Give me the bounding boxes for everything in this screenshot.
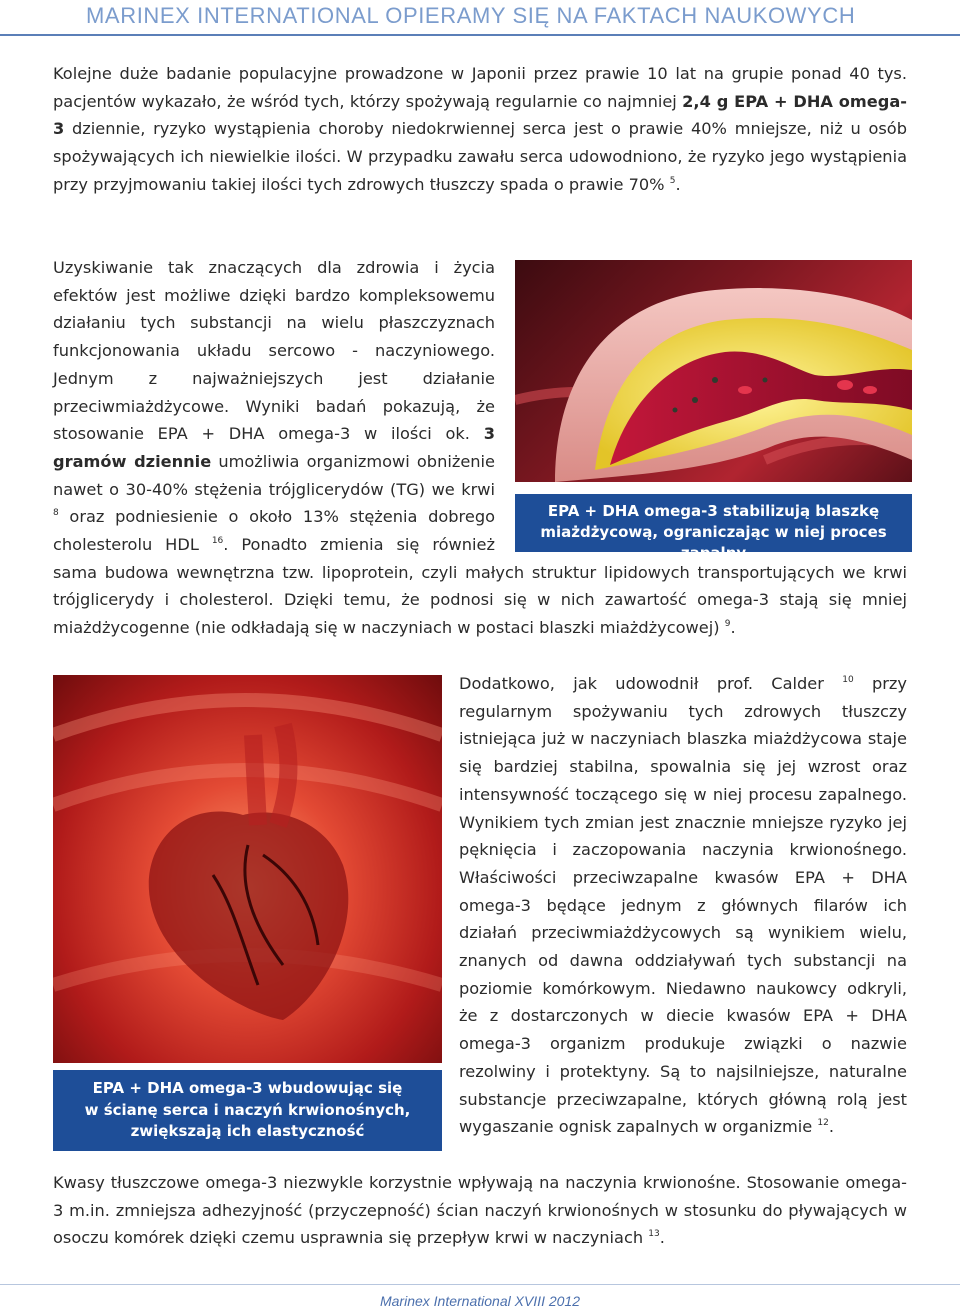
caption-line: zwiększają ich elastyczność [130,1122,365,1140]
page-header [0,0,960,36]
p1-bold-dose: 2,4 g EPA + DHA omega-3 [53,91,907,139]
paragraph-calder [459,670,907,1141]
caption-line: w ścianę serca i naczyń krwionośnych, [84,1100,411,1119]
p2-reference-2: 16 [211,536,224,547]
p1-end: . [675,174,681,194]
header-title: MARINEX INTERNATIONAL OPIERAMY SIĘ NA FAKTACH NAUKOWYCH [86,3,856,28]
p1-reference: 5 [669,175,676,186]
artery-cross-section-graphic [515,260,912,482]
p2-text-1: Uzyskiwanie tak znaczących dla zdrowia i życia efektów jest możliwe dzięki bardzo kompleksowemu działaniu tych substancji na wielu płaszczyznach funkcjonowania układu sercowo - naczyniowego. Jednym z najważniejszych jest działanie przeciwmiażdżycowe. Wyniki badań pokazują, że stosowanie EPA + DHA omega-3 w ilości ok. [53,258,495,444]
p3-text-1: Dodatkowo, jak udowodnił prof. Calder [459,674,824,693]
heart-xray-graphic [53,675,442,1063]
p3-text-2: przy regularnym spożywaniu tych zdrowych tłuszczy istniejąca już w naczyniach blaszka miażdżycowa staje się bardziej stabilna, spowalnia się jej wzrost oraz intensywność toczącego się w niej procesu zapalnego. Wynikiem tych zmian jest znacznie mniejsze ryzyko jej pęknięcia i zaczopowania naczynia krwionośnego. Właściwości przeciwzapalne kwasów EPA + DHA omega-3 będące jednym z głównych filarów ich działań przeciwmiażdżycowych są wynikiem wielu, znanych od dawna oddziaływań tych substancji na poziomie komórkowym. Niedawno naukowcy odkryli, że z dostarczonych w diecie kwasów EPA + DHA omega-3 organizm produkuje związki o nazwie rezolwiny i protektyny. Są to najsilniejsze, naturalne substancje przeciwzapalne, których główną rolą jest wygaszanie ognisk zapalnych w organizmie [459,674,907,1137]
p2-text-2: umożliwia organizmowi obniżenie nawet o 30-40% stężenia trójglicerydów (TG) we krwi [53,451,495,499]
heart-figure-caption [53,1070,442,1151]
footer-text: Marinex International XVIII 2012 [379,1293,580,1309]
artery-plaque-illustration [515,260,912,482]
artery-figure-caption [515,494,912,562]
p2-text-3: oraz podniesienie o około 13% stężenia dobrego cholesterolu HDL [53,507,495,555]
paragraph-japan-study [53,60,907,199]
paragraph-vessels [53,1169,907,1252]
page-footer [0,1284,960,1311]
p2-end: . [730,618,736,638]
caption-line: EPA + DHA omega-3 stabilizują blaszkę [547,502,880,520]
p3-reference-1: 10 [842,675,854,685]
heart-illustration [53,675,442,1063]
p4-reference: 13 [648,1229,660,1240]
p2-reference-3: 9 [724,619,731,630]
caption-line: miażdżycową, ograniczając w niej proces zapalny [540,523,887,562]
p2-text-4: . Ponadto zmienia się również sama budowa wewnętrzna tzw. lipoprotein, czyli małych struktur lipidowych transportujących we krwi trójglicerydy i cholesterol. Dzięki temu, że podnosi się w nich zawartość omega-3 stają się mniej miażdżycogenne (nie odkładają się w naczyniach w postaci blaszki miażdżycowej) [53,535,907,638]
caption-line: EPA + DHA omega-3 wbudowując się [92,1079,403,1097]
p3-end: . [828,1117,834,1137]
p4-text-1: Kwasy tłuszczowe omega-3 niezwykle korzystnie wpływają na naczynia krwionośne. Stosowanie omega-3 m.in. zmniejsza adhezyjność (przyczepność) ścian naczyń krwionośnych w stosunku do pływających w osoczu komórek dzięki czemu usprawnia się przepływ krwi w naczyniach [53,1173,907,1248]
p2-bold-dose: 3 gramów dziennie [53,424,495,471]
p2-reference-1: 8 [53,508,59,519]
p1-text-2: dziennie, ryzyko wystąpienia choroby niedokrwiennej serca jest o prawie 40% mniejsze, niż u osób spożywających ich niewielkie ilości. W przypadku zawału serca udowodniono, że ryzyko jego wystąpienia przy przyjmowaniu takiej ilości tych zdrowych tłuszczy spada o prawie 70% [53,119,907,194]
p1-text-1: Kolejne duże badanie populacyjne prowadzone w Japonii przez prawie 10 lat na grupie ponad 40 tys. pacjentów wykazało, że wśród tych, którzy spożywają regularnie co najmniej [53,64,907,111]
p4-end: . [659,1228,665,1248]
p3-reference-2: 12 [817,1118,829,1129]
